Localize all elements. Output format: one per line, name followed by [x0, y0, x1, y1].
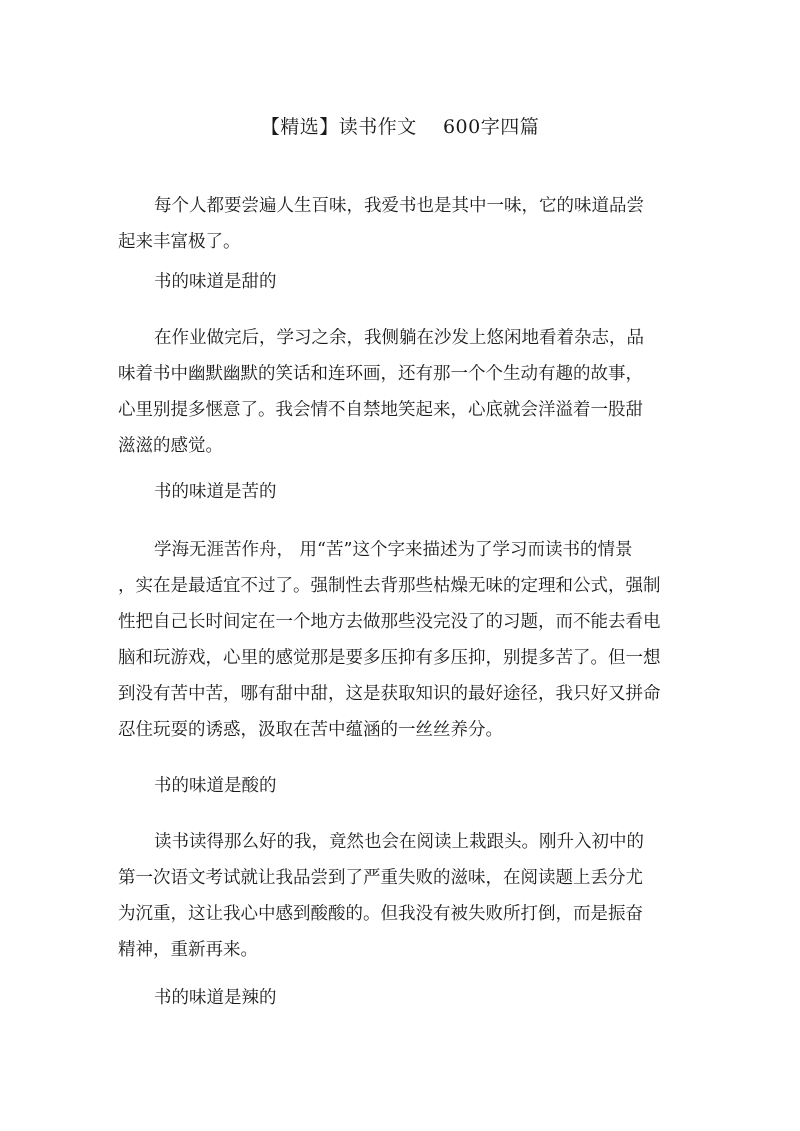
text-line: 性把自己长时间定在一个地方去做那些没完没了的习题，而不能去看电	[118, 612, 661, 632]
text-line: 每个人都要尝遍人生百味，我爱书也是其中一味，它的味道品尝	[154, 196, 644, 216]
text-line: ，实在是最适宜不过了。强制性去背那些枯燥无味的定理和公式，强制	[118, 576, 661, 596]
text-line: 忍住玩耍的诱惑，汲取在苦中蕴涵的一丝丝养分。	[118, 720, 503, 740]
text-line: 学海无涯苦作舟， 用“苦”这个字来描述为了学习而读书的情景	[154, 540, 633, 560]
paragraph-intro	[118, 188, 678, 260]
paragraph-sweet	[118, 320, 678, 464]
text-line: 脑和玩游戏，心里的感觉那是要多压抑有多压抑，别提多苦了。但一想	[118, 648, 661, 668]
section-heading-sweet	[118, 264, 678, 300]
section-heading-sour	[118, 768, 678, 804]
text-line: 精神，重新再来。	[118, 940, 258, 960]
section-heading-spicy	[118, 980, 678, 1016]
text-line: 为沉重，这让我心中感到酸酸的。但我没有被失败所打倒，而是振奋	[118, 904, 643, 924]
section-heading-bitter	[118, 474, 678, 510]
heading-text: 书的味道是苦的	[154, 482, 277, 502]
text-line: 读书读得那么好的我，竟然也会在阅读上栽跟头。刚升入初中的	[154, 832, 644, 852]
text-line: 滋滋的感觉。	[118, 436, 223, 456]
text-line: 心里别提多惬意了。我会情不自禁地笑起来，心底就会洋溢着一股甜	[118, 400, 643, 420]
heading-text: 书的味道是甜的	[154, 272, 277, 292]
document-title: 【精选】读书作文 600字四篇	[260, 116, 540, 138]
paragraph-sour	[118, 824, 678, 968]
text-line: 味着书中幽默幽默的笑话和连环画，还有那一个个生动有趣的故事，	[118, 364, 643, 384]
heading-text: 书的味道是辣的	[154, 988, 277, 1008]
text-line: 第一次语文考试就让我品尝到了严重失败的滋味，在阅读题上丢分尤	[118, 868, 643, 888]
text-line: 起来丰富极了。	[118, 232, 241, 252]
text-line: 到没有苦中苦，哪有甜中甜，这是获取知识的最好途径，我只好又拼命	[118, 684, 661, 704]
text-line: 在作业做完后，学习之余，我侧躺在沙发上悠闲地看着杂志，品	[154, 328, 644, 348]
paragraph-bitter	[118, 532, 678, 748]
heading-text: 书的味道是酸的	[154, 776, 277, 796]
